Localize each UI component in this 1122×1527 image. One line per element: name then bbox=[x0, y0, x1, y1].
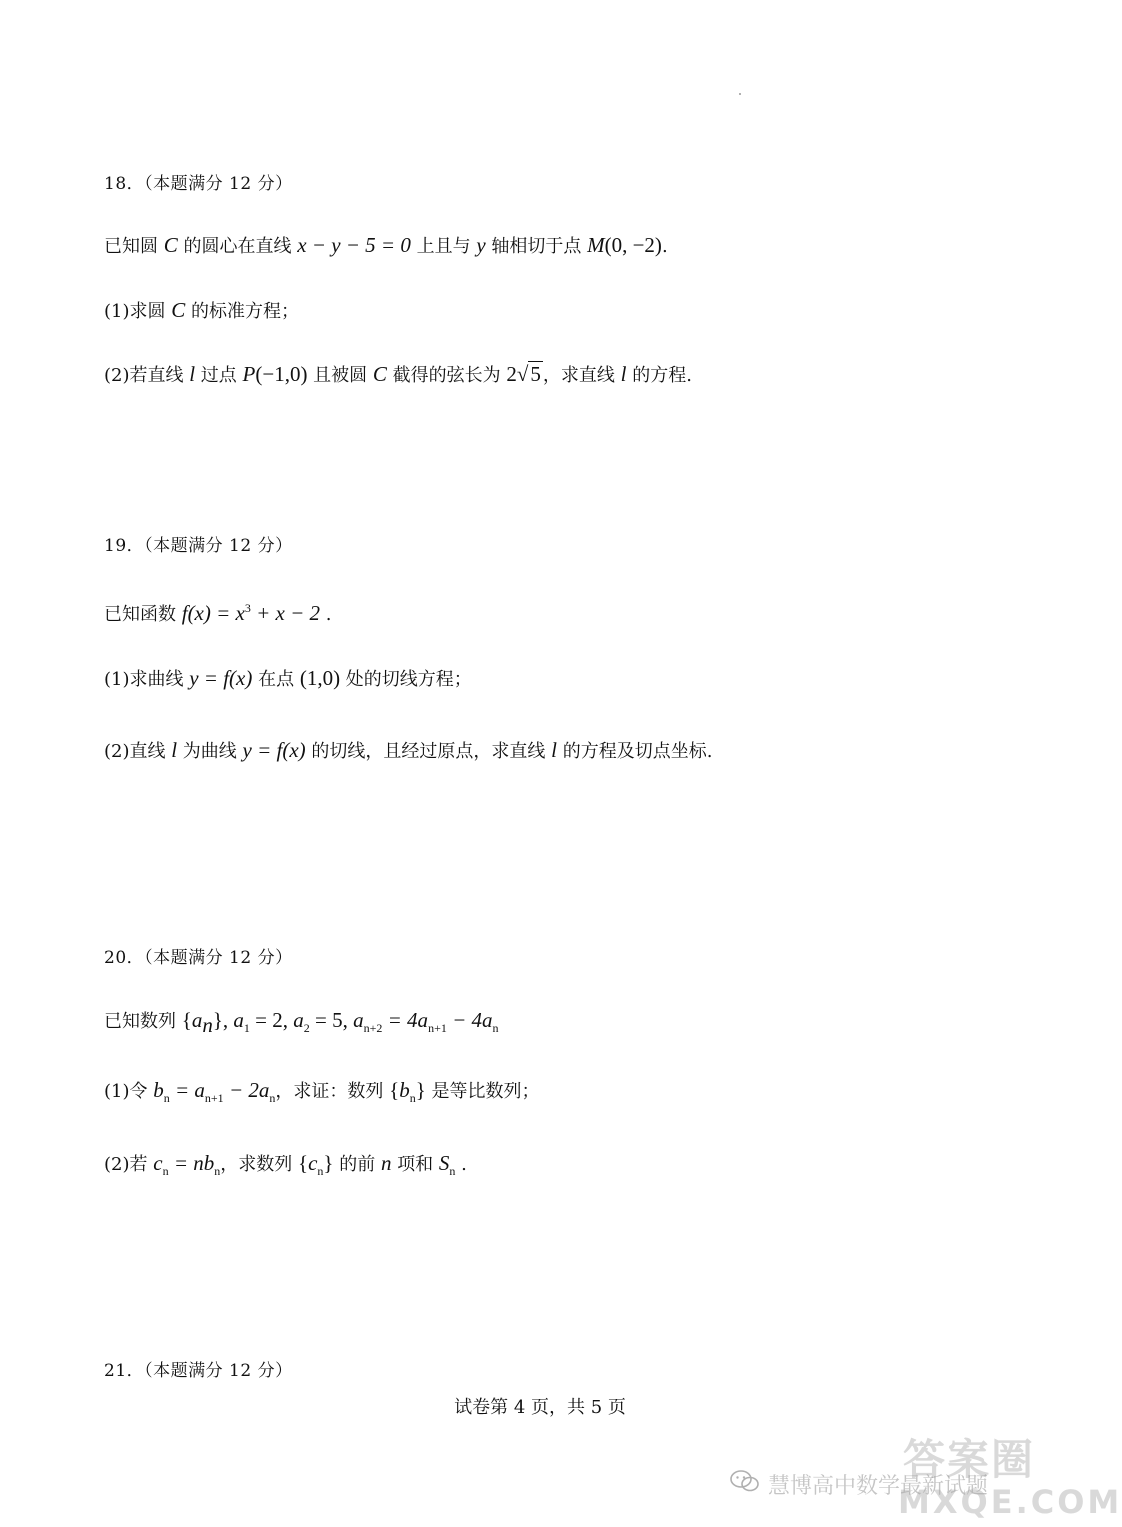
page-footer: 试卷第 4 页，共 5 页 bbox=[454, 1397, 626, 1418]
q18-part1: (1)求圆 C 的标准方程； bbox=[104, 298, 299, 322]
q18-part2: (2)若直线 l 过点 P(−1,0) 且被圆 C 截得的弦长为 2√5 ，求直线 l 的方程. bbox=[104, 362, 692, 386]
q19-part2: (2)直线 l 为曲线 y = f(x) 的切线，且经过原点，求直线 l 的方程及切点坐标. bbox=[104, 738, 713, 762]
radicand: 5 bbox=[530, 362, 541, 386]
watermark-logo: 答案圈 bbox=[903, 1435, 1036, 1484]
sqrt-symbol: √ bbox=[516, 362, 529, 386]
line-equation: x − y − 5 = 0 bbox=[297, 233, 411, 257]
scan-dot bbox=[739, 93, 741, 95]
q20-header: 20．（本题满分 12 分） bbox=[104, 948, 293, 968]
q19-stem: 已知函数 $f(x) = x^3 + x - 2$ . bbox=[104, 601, 332, 625]
q20-part1: (1)令 $b_n = a_{n+1} - 2a_n$，求证：数列 $\{b_n\}$ 是等比数列； bbox=[104, 1078, 540, 1105]
wechat-icon bbox=[730, 1469, 760, 1493]
watermark bbox=[728, 1427, 1122, 1522]
q21-header: 21．（本题满分 12 分） bbox=[104, 1361, 293, 1381]
q18-header: 18．（本题满分 12 分） bbox=[104, 174, 293, 194]
watermark-url: MXQE.COM bbox=[898, 1483, 1122, 1521]
q20-part2: (2)若 $c_n = nb_n$，求数列 $\{c_n\}$ 的前 n 项和 $S_n$ . bbox=[104, 1151, 467, 1178]
q20-stem: 已知数列 $\{a_n\}$, $a_1 = 2$, $a_2 = 5$, $a_{n+2} = 4a_{n+1} - 4a_n$ bbox=[104, 1008, 499, 1037]
q19-part1: (1)求曲线 y = f(x) 在点 (1,0) 处的切线方程； bbox=[104, 666, 472, 690]
watermark-text: 慧博高中数学最新试题 bbox=[768, 1474, 989, 1499]
q19-header: 19．（本题满分 12 分） bbox=[104, 536, 293, 556]
q18-stem: 已知圆 C 的圆心在直线 x − y − 5 = 0 上且与 y 轴相切于点 M(0, −2). bbox=[104, 233, 668, 257]
